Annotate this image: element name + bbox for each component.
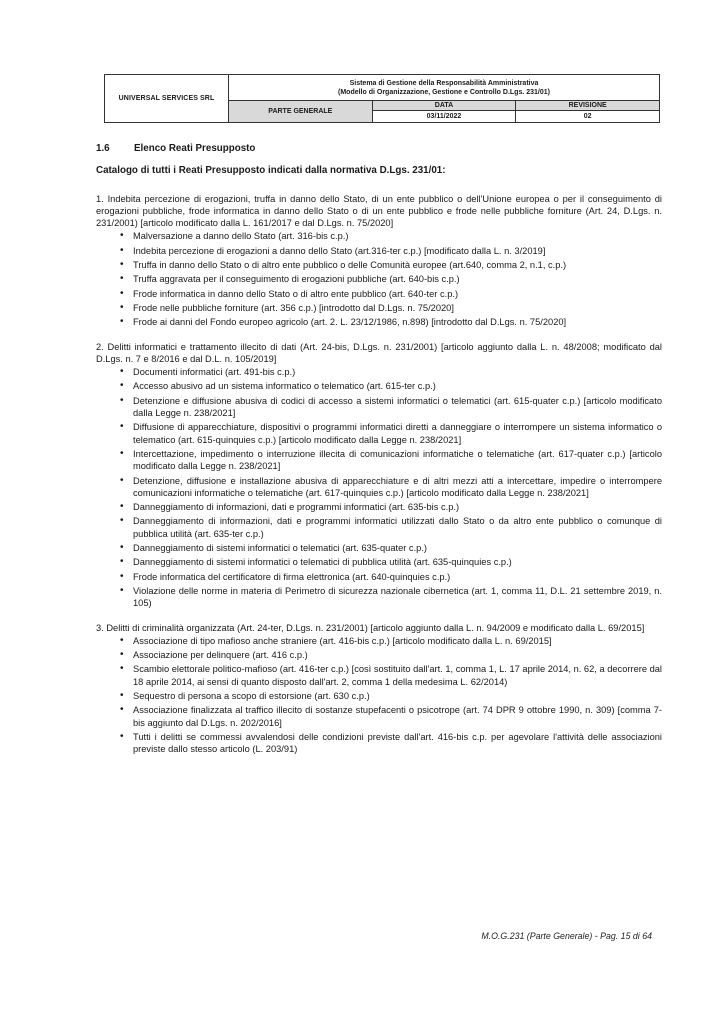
date-value: 03/11/2022 <box>372 111 516 123</box>
group-intro: 1. Indebita percezione di erogazioni, truffa in danno dello Stato, di un ente pubblico o dell'Unione europea o per il conseguimento di erogazioni pubbliche, frode informatica in danno dello Stato o di un ente pubblico e frode nelle pubbliche forniture (Art. 24, D.Lgs. n. 231/2001) [articolo modificato dalla L. 161/2017 e dal D.Lgs. n. 75/2020] <box>96 193 662 229</box>
list-item: • Intercettazione, impedimento o interruzione illecita di comunicazioni informatiche o telematiche (art. 617-quater c.p.) [articolo modificato dalla Legge n. 238/2021] <box>120 448 662 473</box>
list-item: • Malversazione a danno dello Stato (art. 316-bis c.p.) <box>120 230 662 242</box>
revision-value: 02 <box>516 111 660 123</box>
management-system-title <box>229 75 660 101</box>
document-header-table <box>104 74 660 123</box>
list-item: • Violazione delle norme in materia di Perimetro di sicurezza nazionale cibernetica (art. 1, comma 11, D.L. 21 settembre 2019, n. 105) <box>120 585 662 610</box>
list-item: • Frode nelle pubbliche forniture (art. 356 c.p.) [introdotto dal D.Lgs. n. 75/2020] <box>120 302 662 314</box>
list-item: • Frode informatica del certificatore di firma elettronica (art. 640-quinquies c.p.) <box>120 571 662 583</box>
list-item: • Frode ai danni del Fondo europeo agricolo (art. 2. L. 23/12/1986, n.898) [introdotto dal D.Lgs. n. 75/2020] <box>120 316 662 328</box>
group-intro: 2. Delitti informatici e trattamento illecito di dati (Art. 24-bis, D.Lgs. n. 231/2001) [articolo aggiunto dalla L. n. 48/2008; modificato dal D.Lgs. n. 7 e 8/2016 e dal D.L. n. 105/2019] <box>96 341 662 364</box>
system-title-line1: Sistema di Gestione della Responsabilità Amministrativa <box>349 79 539 87</box>
list-item: • Accesso abusivo ad un sistema informatico o telematico (art. 615-ter c.p.) <box>120 380 662 392</box>
offence-list <box>96 230 662 328</box>
offence-list <box>96 366 662 609</box>
section-label: PARTE GENERALE <box>229 101 373 123</box>
list-item: • Frode informatica in danno dello Stato o di altro ente pubblico (art. 640-ter c.p.) <box>120 288 662 300</box>
section-title: Elenco Reati Presupposto <box>134 143 256 154</box>
list-item: • Danneggiamento di sistemi informatici o telematici di pubblica utilità (art. 635-quinquies c.p.) <box>120 556 662 568</box>
list-item: • Danneggiamento di informazioni, dati e programmi informatici (art. 635-bis c.p.) <box>120 501 662 513</box>
list-item: • Diffusione di apparecchiature, dispositivi o programmi informatici diretti a danneggiare o interrompere un sistema informatico o telematico (art. 615-quinquies c.p.) [articolo modificato dalla Legge n. 238/2021] <box>120 421 662 446</box>
list-item: • Associazione finalizzata al traffico illecito di sostanze stupefacenti o psicotrope (art. 74 DPR 9 ottobre 1990, n. 309) [comma 7-bis aggiunto dal D.Lgs. n. 202/2016] <box>120 704 662 729</box>
list-item: • Truffa in danno dello Stato o di altro ente pubblico o delle Comunità europee (art.640, comma 2, n.1, c.p.) <box>120 259 662 271</box>
offence-group <box>96 622 662 756</box>
system-title-line2: (Modello di Organizzazione, Gestione e Controllo D.Lgs. 231/01) <box>338 88 550 96</box>
list-item: • Danneggiamento di sistemi informatici o telematici (art. 635-quater c.p.) <box>120 542 662 554</box>
list-item: • Danneggiamento di informazioni, dati e programmi informatici utilizzati dallo Stato o da altro ente pubblico o comunque di pubblica utilità (art. 635-ter c.p.) <box>120 515 662 540</box>
list-item: • Indebita percezione di erogazioni a danno dello Stato (art.316-ter c.p.) [modificato dalla L. n. 3/2019] <box>120 245 662 257</box>
offence-group <box>96 341 662 610</box>
list-item: • Associazione per delinquere (art. 416 c.p.) <box>120 649 662 661</box>
list-item: • Sequestro di persona a scopo di estorsione (art. 630 c.p.) <box>120 690 662 702</box>
list-item: • Detenzione, diffusione e installazione abusiva di apparecchiature e di altri mezzi atti a intercettare, impedire o interrompere comunicazioni informatiche o telematiche (art. 617-quinquies c.p.) [articolo modificato dalla Legge n. 238/2021] <box>120 475 662 500</box>
page-content <box>96 143 662 767</box>
list-item: • Scambio elettorale politico-mafioso (art. 416-ter c.p.) [così sostituito dall'art. 1, comma 1, L. 17 aprile 2014, n. 62, a decorrere dal 18 aprile 2014, ai sensi di quanto disposto dall'art. 2, comma 1 della medesima L. 62/2014) <box>120 663 662 688</box>
revision-label: REVISIONE <box>516 101 660 111</box>
catalog-title: Catalogo di tutti i Reati Presupposto indicati dalla normativa D.Lgs. 231/01: <box>96 165 446 177</box>
list-item: • Tutti i delitti se commessi avvalendosi delle condizioni previste dall'art. 416-bis c.p. per agevolare l'attività delle associazioni previste dallo stesso articolo (L. 203/91) <box>120 731 662 756</box>
list-item: • Truffa aggravata per il conseguimento di erogazioni pubbliche (art. 640-bis c.p.) <box>120 273 662 285</box>
offence-groups <box>96 193 662 756</box>
date-label: DATA <box>372 101 516 111</box>
list-item: • Associazione di tipo mafioso anche straniere (art. 416-bis c.p.) [articolo modificato dalla L. n. 69/2015] <box>120 635 662 647</box>
page-footer: M.O.G.231 (Parte Generale) - Pag. 15 di 64 <box>481 931 652 941</box>
group-intro: 3. Delitti di criminalità organizzata (Art. 24-ter, D.Lgs. n. 231/2001) [articolo aggiunto dalla L. n. 94/2009 e modificato dalla L. 69/2015] <box>96 622 645 633</box>
list-item: • Documenti informatici (art. 491-bis c.p.) <box>120 366 662 378</box>
section-heading <box>96 143 662 155</box>
company-name: UNIVERSAL SERVICES SRL <box>105 75 229 123</box>
offence-list <box>96 635 662 756</box>
list-item: • Detenzione e diffusione abusiva di codici di accesso a sistemi informatici o telematici (art. 615-quater c.p.) [articolo modificato dalla Legge n. 238/2021] <box>120 395 662 420</box>
offence-group <box>96 193 662 329</box>
section-number: 1.6 <box>96 143 110 154</box>
